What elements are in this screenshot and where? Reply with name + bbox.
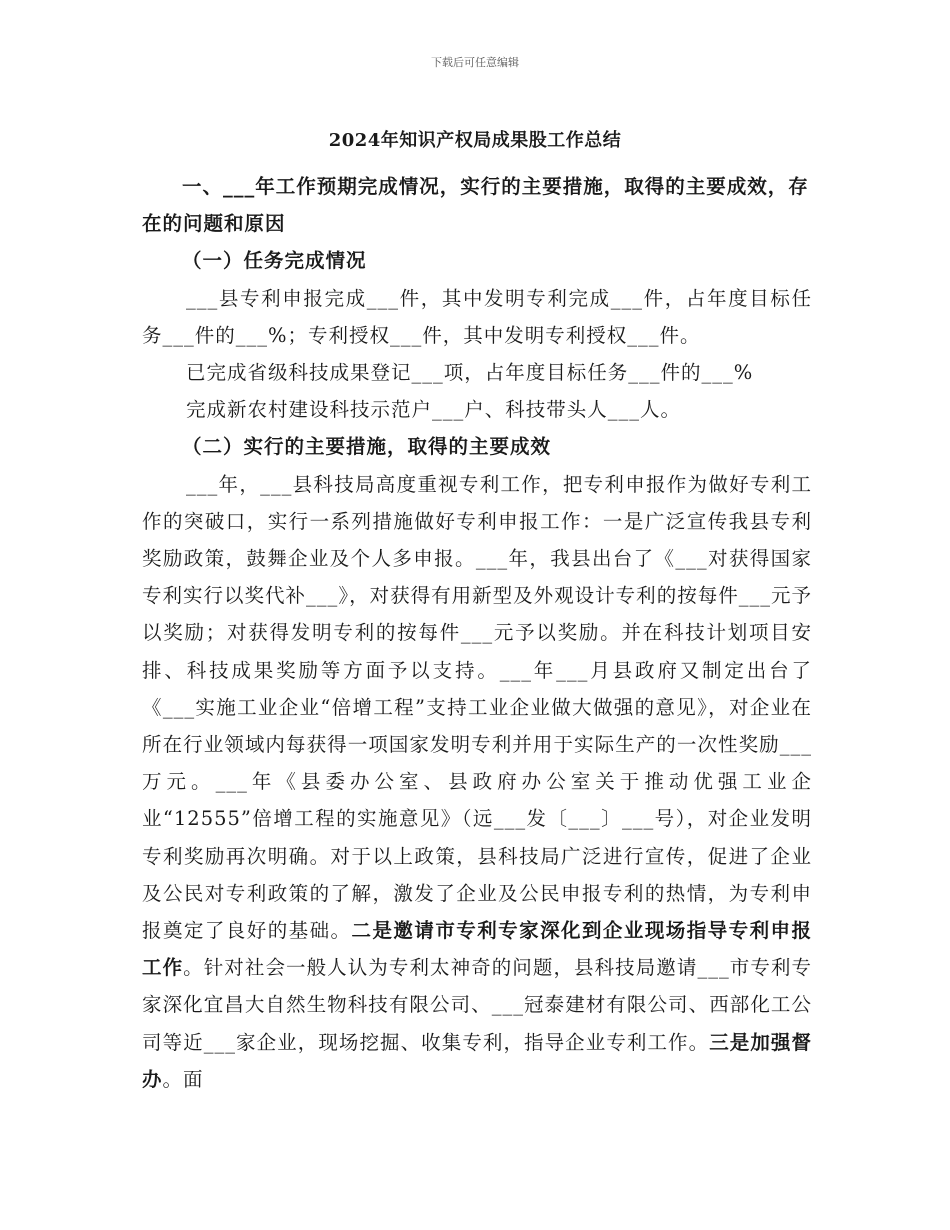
- measures-text-3: 。面: [162, 1067, 204, 1091]
- measures-highlight-3: 三是加强督办: [142, 1030, 812, 1091]
- page-header: 下载后可任意编辑: [431, 56, 519, 69]
- document-title: 2024年知识产权局成果股工作总结: [328, 130, 622, 151]
- paragraph-achievement-registration: 已完成省级科技成果登记___项，占年度目标任务___件的___%: [186, 361, 754, 385]
- document-body: [142, 168, 812, 1098]
- paragraph-measures: [142, 466, 812, 1098]
- measures-text-1: ___年，___县科技局高度重视专利工作，把专利申报作为做好专利工作的突破口，实行一系列措施做好专利申报工作：一是广泛宣传我县专利奖励政策，鼓舞企业及个人多申报。___年，我县出台了《___对获得国家专利实行以奖代补___》，对获得有用新型及外观设计专利的按每件___元予以奖励；对获得发明专利的按每件___元予以奖励。并在科技计划项目安排、科技成果奖励等方面予以支持。___年___月县政府又制定出台了《___实施工业企业“倍增工程”支持工业企业做大做强的意见》，对企业在所在行业领域内每获得一项国家发明专利并用于实际生产的一次性奖励___万元。___年《县委办公室、县政府办公室关于推动优强工业企业“12555”倍增工程的实施意见》（远___发〔___〕___号），对企业发明专利奖励再次明确。对于以上政策，县科技局广泛进行宣传，促进了企业及公民对专利政策的了解，激发了企业及公民申报专利的热情，为专利申报奠定了良好的基础。: [142, 472, 812, 943]
- subsection-heading-2: （二）实行的主要措施，取得的主要成效: [182, 435, 552, 459]
- measures-highlight-2: 二是邀请市专利专家深化到企业现场指导专利申报工作: [142, 919, 812, 980]
- section-heading-1: 一、___年工作预期完成情况，实行的主要措施，取得的主要成效，存在的问题和原因: [142, 175, 809, 236]
- paragraph-demo-households: 完成新农村建设科技示范户___户、科技带头人___人。: [186, 398, 682, 422]
- measures-text-2: 。针对社会一般人认为专利太神奇的问题，县科技局邀请___市专利专家深化宜昌大自然生物科技有限公司、___冠泰建材有限公司、西部化工公司等近___家企业，现场挖掘、收集专利，指导企业专利工作。: [142, 956, 812, 1054]
- subsection-heading-1: （一）任务完成情况: [182, 249, 367, 273]
- paragraph-task-completion: ___县专利申报完成___件，其中发明专利完成___件，占年度目标任务___件的___%；专利授权___件，其中发明专利授权___件。: [142, 286, 812, 347]
